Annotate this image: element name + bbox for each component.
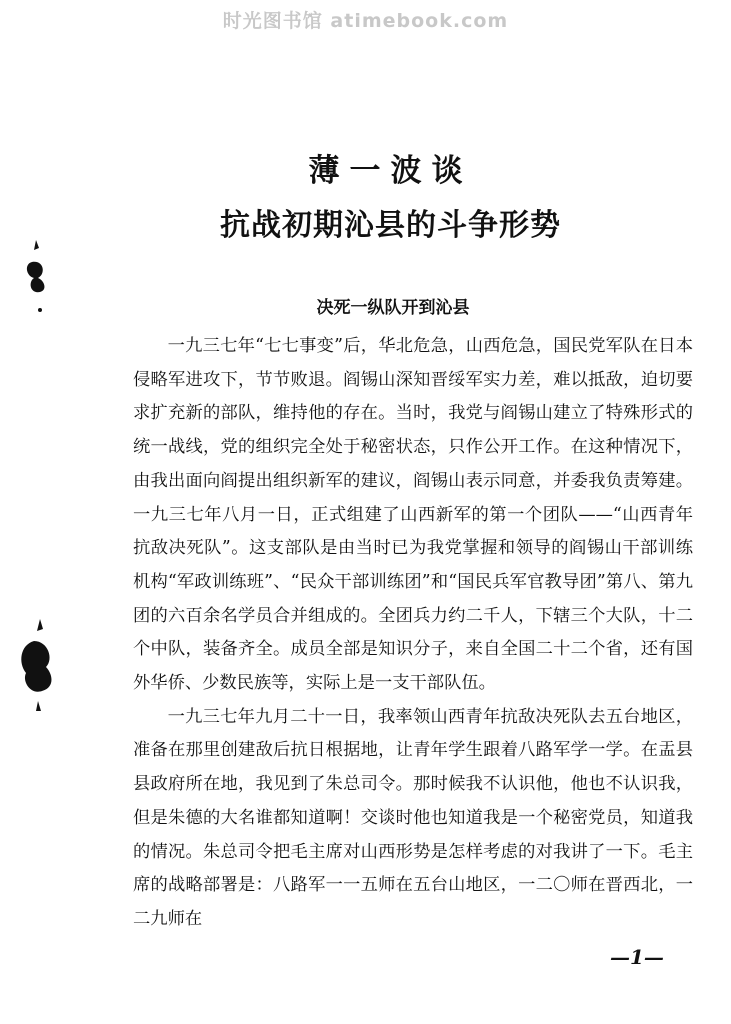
page-number: —1— [610, 945, 664, 969]
page-title: 抗战初期沁县的斗争形势 [220, 208, 561, 243]
paragraph: 一九三七年“七七事变”后，华北危急，山西危急，国民党军队在日本侵略军进攻下，节节败退。阎锡山深知晋绥军实力差，难以抵敌，迫切要求扩充新的部队，维持他的存在。当时，我党与阎锡山建立了特殊形式的统一战线，党的组织完全处于秘密状态，只作公开工作。在这种情况下，由我出面向阎提出组织新军的建议，阎锡山表示同意，并委我负责筹建。一九三七年八月一日，正式组建了山西新军的第一个团队——“山西青年抗敌决死队”。这支部队是由当时已为我党掌握和领导的阎锡山干部训练机构“军政训练班”、“民众干部训练团”和“国民兵军官教导团”第八、第九团的六百余名学员合并组成的。全团兵力约二千人，下辖三个大队，十二个中队，装备齐全。成员全部是知识分子，来自全国二十二个省，还有国外华侨、少数民族等，实际上是一支干部队伍。 [133, 336, 693, 694]
author-heading: 薄一波谈 [308, 153, 473, 189]
paragraph: 一九三七年九月二十一日，我率领山西青年抗敌决死队去五台地区，准备在那里创建敌后抗日根据地，让青年学生跟着八路军学一学。在盂县县政府所在地，我见到了朱总司令。那时候我不认识他，他也不认识我，但是朱德的大名谁都知道啊！交谈时他也知道我是一个秘密党员，知道我的情况。朱总司令把毛主席对山西形势是怎样考虑的对我讲了一下。毛主席的战略部署是：八路军一一五师在五台山地区，一二〇师在晋西北，一二九师在 [133, 706, 693, 929]
body-text [133, 330, 693, 937]
section-heading: 决死一纵队开到沁县 [316, 298, 470, 318]
watermark: 时光图书馆 atimebook.com [222, 10, 509, 32]
ink-blot-middle [12, 615, 62, 715]
